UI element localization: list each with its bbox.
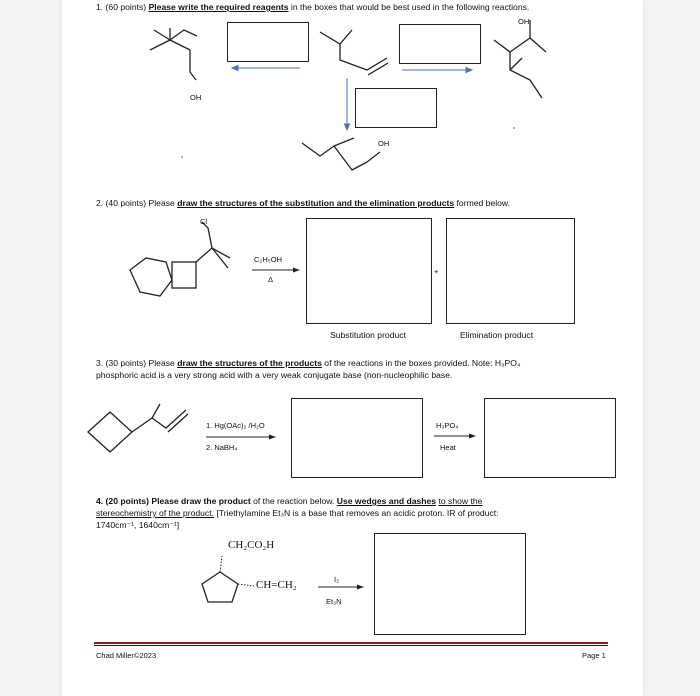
q4-bold-intro: 4. (20 points) Please draw the product — [96, 496, 251, 506]
q3-step2: 2. NaBH₄ — [206, 443, 238, 452]
q4-substituent: CH₂CO₂H — [228, 539, 275, 551]
q3-rest: of the reactions in the boxes provided. Note: H₃PO₄ — [324, 358, 521, 368]
q2-cl-label: Cl — [200, 217, 208, 226]
q4-underlined-1: to show the — [438, 496, 483, 506]
q3-heat: Heat — [440, 443, 456, 452]
q4-structures — [62, 0, 643, 696]
elimination-product-label: Elimination product — [460, 330, 534, 340]
q3-step1: 1. Hg(OAc)₂ /H₂O — [206, 421, 265, 430]
q1-oh-label-right: OH — [518, 17, 530, 26]
q4-mid: of the reaction below. — [253, 496, 335, 506]
substitution-product-label: Substitution product — [330, 330, 406, 340]
q2-condition: Δ — [268, 275, 274, 284]
q1-underlined: Please write the required reagents — [148, 2, 289, 12]
q2-underlined: draw the structures of the substitution and the elimination products — [177, 198, 455, 208]
q2-reagent: C₂H₅OH — [254, 255, 283, 264]
q3-underlined: draw the structures of the products — [177, 358, 322, 368]
footer-page-number: Page 1 — [582, 651, 606, 660]
q1-number: 1. (60 points) — [96, 2, 147, 12]
q4-product-box[interactable] — [374, 533, 526, 635]
dashed-bond-up — [220, 556, 222, 572]
dashed-bond-right — [238, 584, 254, 586]
q2-plus: + — [434, 267, 439, 276]
q1-oh-label-bottom: OH — [378, 139, 390, 148]
document-page — [62, 0, 643, 696]
q4-rest: [Triethylamine Et₃N is a base that removes an acidic proton. IR of product: — [216, 508, 499, 518]
q2-number: 2. (40 points) Please — [96, 198, 175, 208]
q4-reagent-bottom: Et₃N — [326, 597, 342, 606]
q4-underlined-2: stereochemistry of the product. — [96, 508, 214, 518]
q4-prompt-line3: 1740cm⁻¹, 1640cm⁻¹] — [96, 520, 180, 530]
q2-rest: formed below. — [456, 198, 511, 208]
footer-rule-black — [94, 645, 608, 646]
cyclopentane-ring — [202, 572, 238, 602]
q1-oh-label-left: OH — [190, 93, 202, 102]
q4-reagent-top: I₂ — [334, 575, 339, 584]
footer-rule-red — [94, 642, 608, 644]
q3-number: 3. (30 points) Please — [96, 358, 175, 368]
q4-underlined-bold: Use wedges and dashes — [336, 496, 437, 506]
q1-rest: in the boxes that would be best used in the following reactions. — [290, 2, 530, 12]
q3-acid: H₃PO₄ — [436, 421, 459, 430]
q4-vinyl: CH=CH₂ — [256, 579, 297, 591]
q3-prompt-line2: phosphoric acid is a very strong acid with a very weak conjugate base (non-nucleophilic base. — [96, 370, 453, 380]
footer-author: Chad Miller©2023 — [96, 651, 157, 660]
